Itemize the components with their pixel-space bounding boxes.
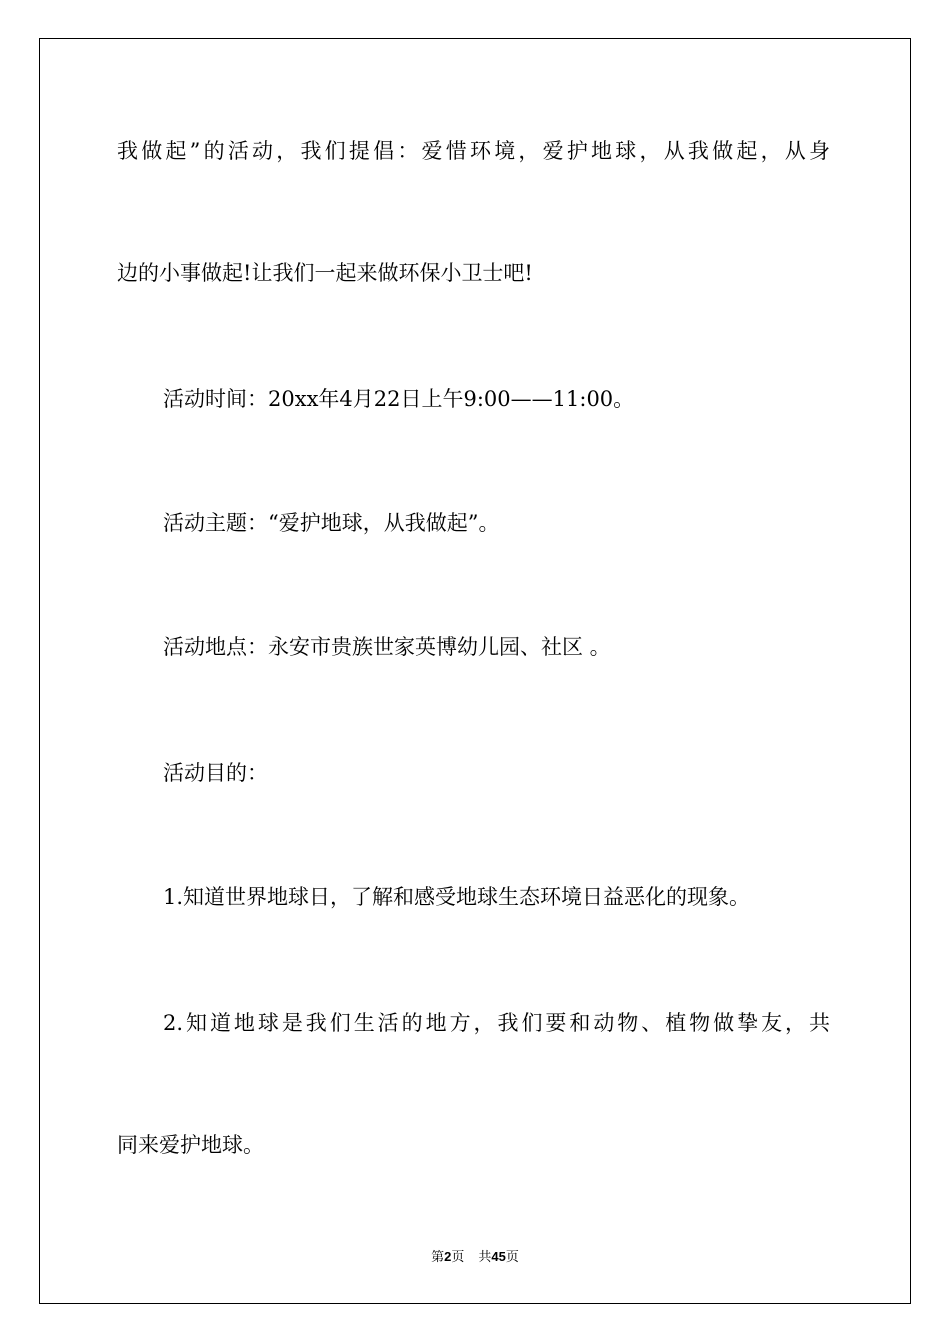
- footer-page-suffix: 页: [451, 1250, 465, 1265]
- paragraph-activity-time: 活动时间：20xx年4月22日上午9:00——11:00。: [163, 387, 635, 411]
- paragraph-goal-2-line-1: 2.知道地球是我们生活的地方，我们要和动物、植物做挚友，共: [163, 1011, 830, 1035]
- paragraph-goal-1: 1.知道世界地球日，了解和感受地球生态环境日益恶化的现象。: [163, 885, 751, 909]
- paragraph-activity-location: 活动地点：永安市贵族世家英博幼儿园、社区 。: [163, 635, 611, 659]
- page-border: [39, 38, 911, 1304]
- page-footer: [0, 1248, 950, 1267]
- footer-total-suffix: 页: [505, 1250, 519, 1265]
- paragraph-intro-line-2: 边的小事做起!让我们一起来做环保小卫士吧!: [117, 261, 533, 285]
- footer-total-prefix: 共: [478, 1250, 492, 1265]
- paragraph-goal-2-line-2: 同来爱护地球。: [117, 1133, 264, 1157]
- paragraph-activity-theme: 活动主题：“爱护地球，从我做起”。: [163, 511, 500, 535]
- footer-page-number: 2: [444, 1249, 452, 1264]
- paragraph-goal-heading: 活动目的：: [163, 761, 268, 785]
- footer-page-prefix: 第: [431, 1250, 445, 1265]
- footer-total-pages: 45: [491, 1249, 506, 1264]
- paragraph-intro-line-1: 我做起”的活动，我们提倡：爱惜环境，爱护地球，从我做起，从身: [117, 139, 830, 163]
